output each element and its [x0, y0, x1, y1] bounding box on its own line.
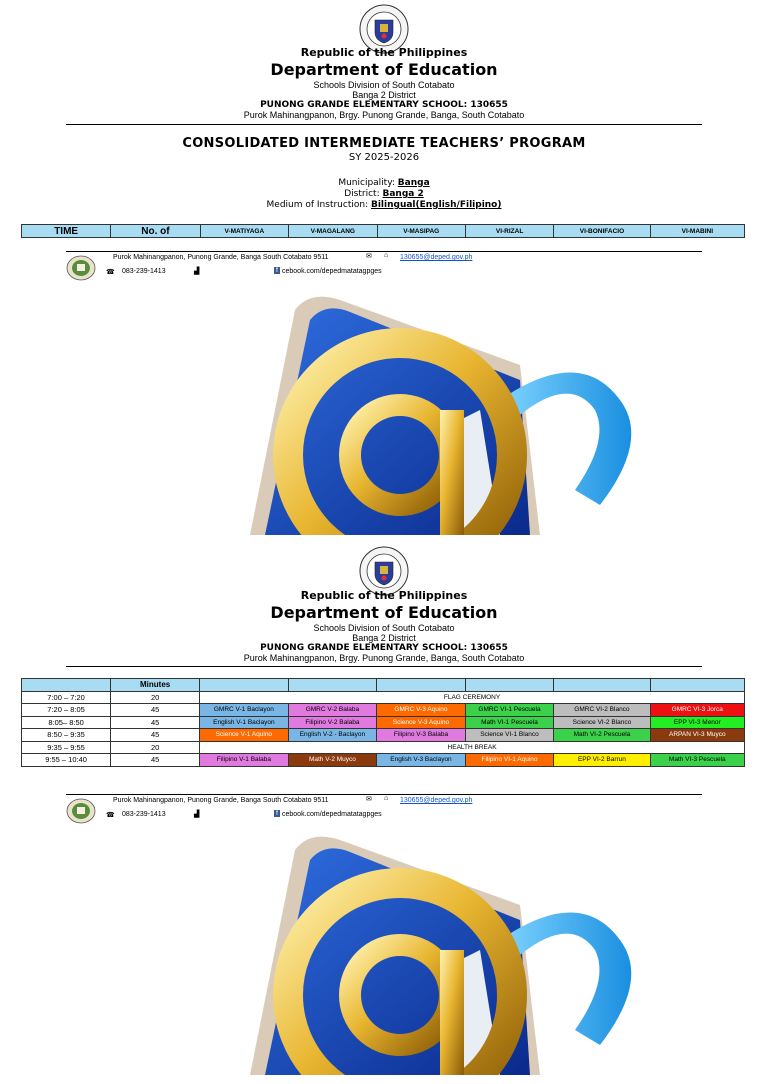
section-header: V-MASIPAG	[377, 225, 465, 238]
subject-cell: Filipino V-1 Balaba	[200, 754, 289, 767]
subject-cell: Math V-2 Muyco	[288, 754, 377, 767]
section-header: VI-BONIFACIO	[554, 225, 650, 238]
header-rule	[66, 124, 702, 125]
subject-cell: Math VI-1 Pescuela	[465, 716, 554, 729]
district-info-line: District: Banga 2	[344, 189, 424, 199]
schedule-table	[21, 678, 745, 767]
time-cell: 7:00 – 7:20	[22, 691, 111, 704]
facebook-icon: f	[276, 267, 278, 274]
page-footer	[66, 794, 702, 828]
subject-cell: Science VI-1 Blanco	[465, 729, 554, 742]
school-name: PUNONG GRANDE ELEMENTARY SCHOOL: 130655	[260, 643, 508, 653]
email-icon: ✉	[366, 796, 372, 803]
minutes-cell: 20	[111, 741, 200, 754]
subject-cell: GMRC VI-1 Pescuela	[465, 704, 554, 717]
subject-cell: Math VI-2 Pescuela	[554, 729, 650, 742]
table-row	[22, 741, 745, 754]
subject-cell: GMRC V-1 Baclayon	[200, 704, 289, 717]
fax-icon: ▟	[194, 811, 200, 818]
district-line: Banga 2 District	[352, 633, 416, 643]
footer-facebook-link[interactable]: cebook.com/depedmatatagpges	[282, 811, 382, 818]
school-year: SY 2025-2026	[348, 152, 420, 163]
time-cell: 9:55 – 10:40	[22, 754, 111, 767]
table-row	[22, 729, 745, 742]
phone-icon: ☎	[106, 812, 115, 819]
medium-line: Medium of Instruction: Bilingual(English/Filipino)	[266, 200, 502, 210]
subject-cell: Science V-1 Aquino	[200, 729, 289, 742]
section-header: VI-RIZAL	[465, 225, 553, 238]
minutes-cell: 20	[111, 691, 200, 704]
section-header: VI-MABINI	[650, 225, 744, 238]
minutes-cell: 45	[111, 716, 200, 729]
division-line: Schools Division of South Cotabato	[313, 623, 455, 633]
header-rule	[66, 666, 702, 667]
at-symbol-artwork	[200, 290, 760, 535]
span-cell: HEALTH BREAK	[200, 741, 745, 754]
fax-icon: ▟	[194, 268, 200, 275]
subject-cell: GMRC V-3 Aquino	[377, 704, 466, 717]
subject-cell: Filipino VI-1 Aquino	[465, 754, 554, 767]
section-header: V-MAGALANG	[289, 225, 378, 238]
school-logo-icon	[66, 798, 96, 824]
footer-facebook-link[interactable]: cebook.com/depedmatatagpges	[282, 268, 382, 275]
minutes-header: Minutes	[111, 679, 200, 692]
at-symbol-icon: ⌂	[384, 795, 389, 802]
subject-cell: EPP VI-3 Menor	[650, 716, 744, 729]
school-address: Purok Mahinangpanon, Brgy. Punong Grande, Banga, South Cotabato	[243, 110, 525, 120]
subject-cell: ARPAN VI-3 Muyco	[650, 729, 744, 742]
division-line: Schools Division of South Cotabato	[313, 80, 455, 90]
subject-cell: English V-1 Baclayon	[200, 716, 289, 729]
time-cell: 8:50 – 9:35	[22, 729, 111, 742]
page-footer	[66, 251, 702, 285]
subject-cell: Math VI-3 Pescuela	[650, 754, 744, 767]
subject-cell: Filipino V-3 Balaba	[377, 729, 466, 742]
school-logo-icon	[66, 255, 96, 281]
subject-cell: GMRC VI-2 Blanco	[554, 704, 650, 717]
program-title: CONSOLIDATED INTERMEDIATE TEACHERS’ PROGRAM	[182, 136, 586, 151]
at-symbol-artwork	[200, 830, 760, 1075]
republic-line: Republic of the Philippines	[300, 589, 468, 602]
at-symbol-icon: ⌂	[384, 252, 389, 259]
time-header: TIME	[22, 225, 111, 238]
department-title: Department of Education	[270, 60, 498, 79]
table-row	[22, 704, 745, 717]
table-header-row	[22, 679, 745, 692]
footer-email-link[interactable]: 130655@deped.gov.ph	[400, 254, 473, 261]
subject-cell: Science V-3 Aquino	[377, 716, 466, 729]
municipality-line: Municipality: Banga	[338, 178, 430, 188]
minutes-cell: 45	[111, 704, 200, 717]
span-cell: FLAG CEREMONY	[200, 691, 745, 704]
time-cell: 7:20 – 8:05	[22, 704, 111, 717]
subject-cell: English V-3 Baclayon	[377, 754, 466, 767]
school-address: Purok Mahinangpanon, Brgy. Punong Grande, Banga, South Cotabato	[243, 653, 525, 663]
subject-cell: Filipino V-2 Balaba	[288, 716, 377, 729]
footer-address: Purok Mahinangpanon, Punong Grande, Banga South Cotabato 9511	[113, 254, 329, 261]
subject-cell: Science VI-2 Blanco	[554, 716, 650, 729]
footer-phone: 083-239-1413	[122, 268, 166, 275]
no-of-header: No. of	[111, 225, 200, 238]
table-row	[22, 691, 745, 704]
subject-cell: English V-2 - Baclayon	[288, 729, 377, 742]
department-title: Department of Education	[270, 603, 498, 622]
schedule-header-table	[21, 224, 745, 238]
republic-line: Republic of the Philippines	[300, 46, 468, 59]
school-name: PUNONG GRANDE ELEMENTARY SCHOOL: 130655	[260, 100, 508, 110]
page-2	[0, 542, 768, 1084]
district-line: Banga 2 District	[352, 90, 416, 100]
minutes-cell: 45	[111, 729, 200, 742]
table-row	[22, 716, 745, 729]
subject-cell: GMRC VI-3 Jorca	[650, 704, 744, 717]
section-header: V-MATIYAGA	[200, 225, 288, 238]
facebook-icon: f	[276, 810, 278, 817]
footer-email-link[interactable]: 130655@deped.gov.ph	[400, 797, 473, 804]
subject-cell: GMRC V-2 Balaba	[288, 704, 377, 717]
time-cell: 9:35 – 9:55	[22, 741, 111, 754]
footer-phone: 083-239-1413	[122, 811, 166, 818]
footer-address: Purok Mahinangpanon, Punong Grande, Banga South Cotabato 9511	[113, 797, 329, 804]
minutes-cell: 45	[111, 754, 200, 767]
email-icon: ✉	[366, 253, 372, 260]
subject-cell: EPP VI-2 Barrun	[554, 754, 650, 767]
table-row	[22, 754, 745, 767]
time-cell: 8:05– 8:50	[22, 716, 111, 729]
phone-icon: ☎	[106, 269, 115, 276]
